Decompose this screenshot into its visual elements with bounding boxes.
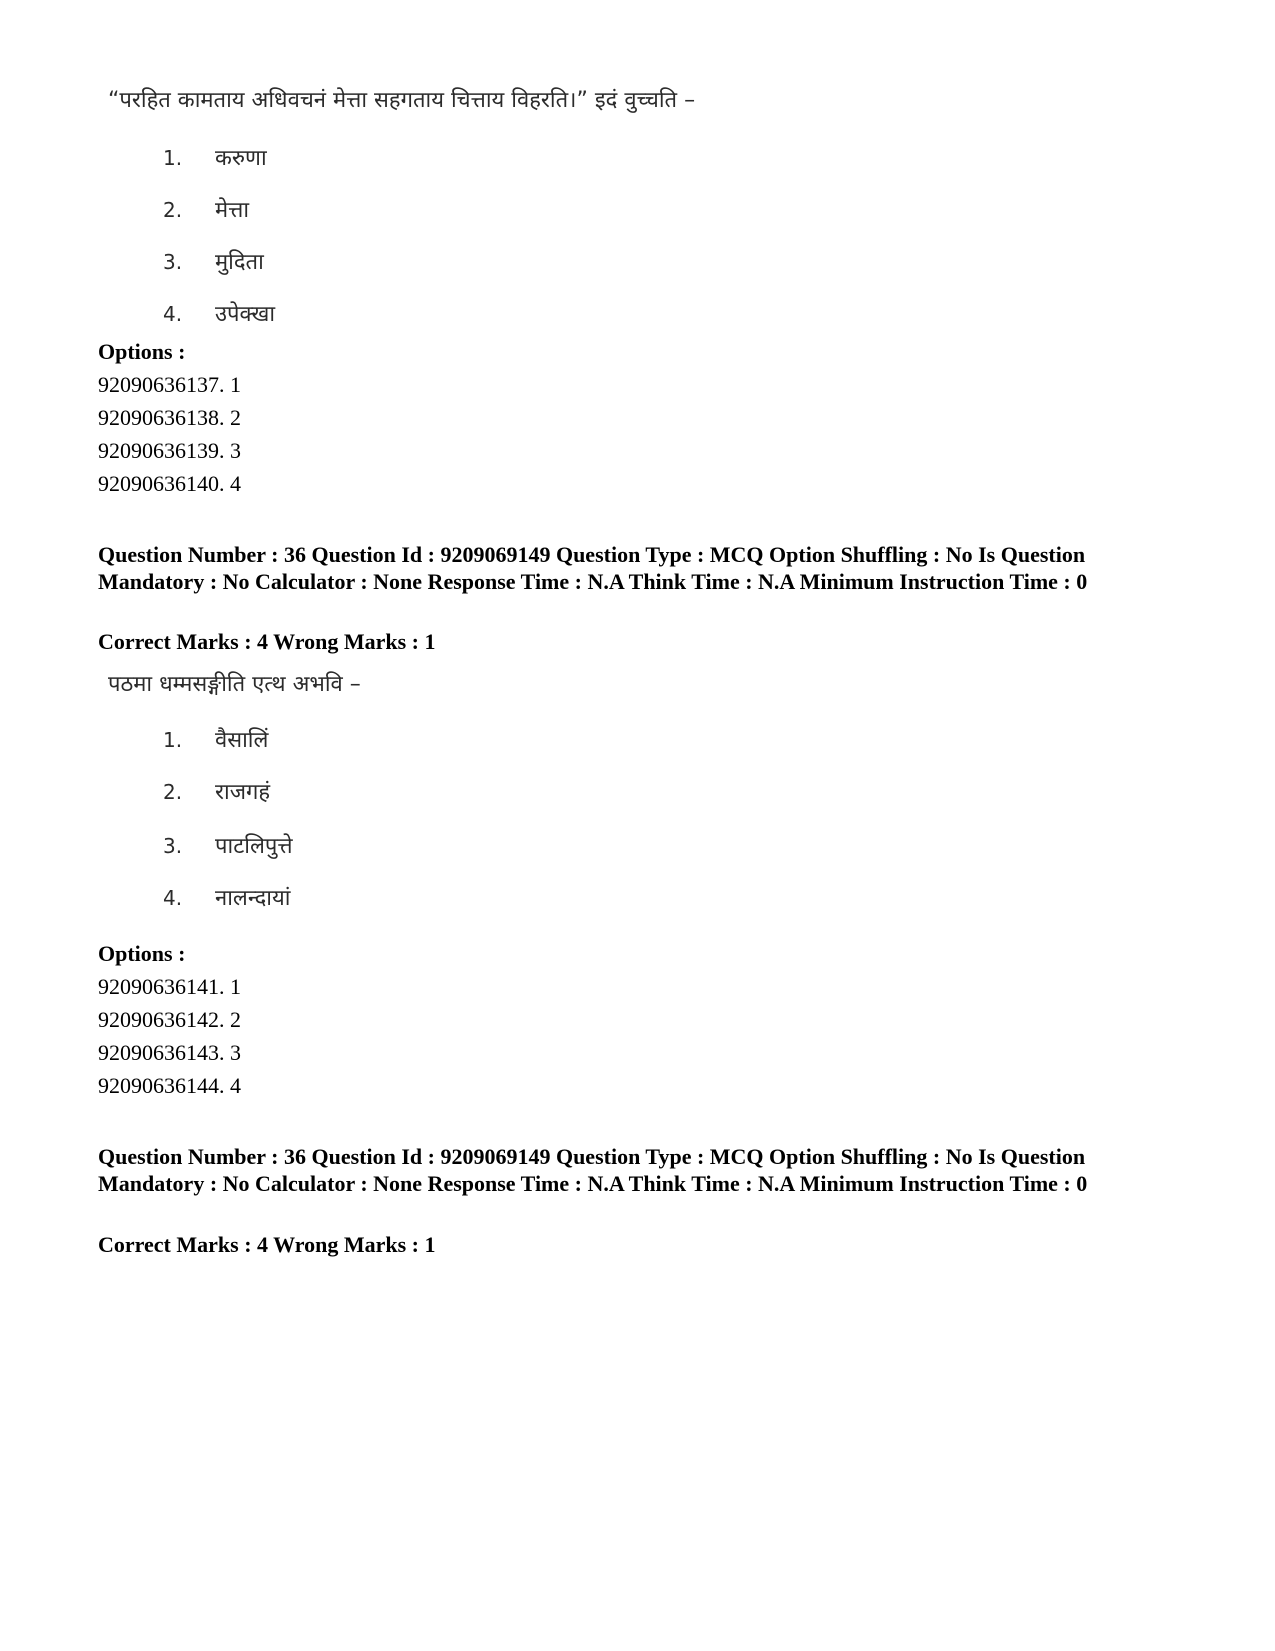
choice-number: 3.: [163, 250, 183, 274]
choice-number: 4.: [163, 886, 183, 910]
choice-item: [163, 298, 275, 328]
question-image-1: [108, 86, 808, 336]
choice-number: 1.: [163, 728, 183, 752]
question-meta: Question Number : 36 Question Id : 9209069149 Question Type : MCQ Option Shuffling : No Is Question Mandatory : No Calculator : None Response Time : N.A Think Time : N.A Minimum Instruction Time : 0: [98, 1144, 1088, 1196]
choice-text: राजगहं: [215, 780, 271, 805]
choice-item: [163, 882, 290, 912]
choice-text: मेत्ता: [215, 198, 250, 223]
choice-item: [163, 776, 270, 806]
option-item: 92090636142. 2: [98, 1007, 241, 1032]
question-stem: “परहित कामताय अधिवचनं मेत्ता सहगताय चित्ताय विहरति।” इदं वुच्चति –: [108, 88, 696, 113]
question-image-2: [108, 670, 808, 920]
option-item: 92090636141. 1: [98, 974, 241, 999]
choice-item: [163, 246, 264, 276]
choice-number: 2.: [163, 780, 183, 804]
choice-number: 2.: [163, 198, 183, 222]
option-item: 92090636137. 1: [98, 372, 241, 397]
choice-text: उपेक्खा: [215, 302, 276, 327]
choice-item: [163, 142, 267, 172]
choice-text: नालन्दायां: [215, 886, 291, 911]
choice-text: वैसालिं: [215, 728, 269, 753]
question-meta: Question Number : 36 Question Id : 9209069149 Question Type : MCQ Option Shuffling : No Is Question Mandatory : No Calculator : None Response Time : N.A Think Time : N.A Minimum Instruction Time : 0: [98, 542, 1088, 594]
choice-item: [163, 724, 268, 754]
option-item: 92090636140. 4: [98, 471, 241, 496]
question-marks: Correct Marks : 4 Wrong Marks : 1: [98, 629, 436, 654]
choice-text: मुदिता: [215, 250, 264, 275]
option-item: 92090636138. 2: [98, 405, 241, 430]
options-label: Options :: [98, 339, 186, 364]
question-stem: पठमा धम्मसङ्गीति एत्थ अभवि –: [108, 672, 361, 697]
choice-text: करुणा: [215, 146, 267, 171]
question-marks: Correct Marks : 4 Wrong Marks : 1: [98, 1232, 436, 1257]
option-item: 92090636139. 3: [98, 438, 241, 463]
choice-number: 4.: [163, 302, 183, 326]
options-label: Options :: [98, 941, 186, 966]
choice-text: पाटलिपुत्ते: [215, 834, 293, 859]
choice-number: 3.: [163, 834, 183, 858]
option-item: 92090636144. 4: [98, 1073, 241, 1098]
choice-item: [163, 830, 293, 860]
option-item: 92090636143. 3: [98, 1040, 241, 1065]
choice-number: 1.: [163, 146, 183, 170]
choice-item: [163, 194, 249, 224]
